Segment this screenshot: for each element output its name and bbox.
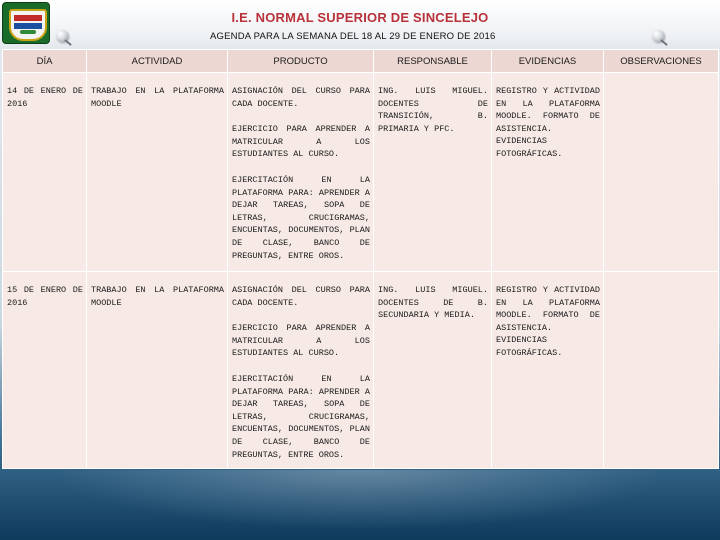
agenda-subtitle: AGENDA PARA LA SEMANA DEL 18 AL 29 DE ENERO DE 2016 (210, 31, 496, 42)
cell-producto (228, 73, 374, 272)
header-band (0, 0, 720, 52)
column-header-producto: PRODUCTO (228, 50, 374, 73)
column-header-actividad: ACTIVIDAD (87, 50, 228, 73)
cell-responsable: ING. LUIS MIGUEL. DOCENTES DE TRANSICIÓN, B. PRIMARIA Y PFC. (374, 73, 492, 272)
producto-item: ASIGNACIÓN DEL CURSO PARA CADA DOCENTE. (232, 86, 370, 109)
producto-item: EJERCICIO PARA APRENDER A MATRICULAR A LOS ESTUDIANTES AL CURSO. (232, 323, 370, 359)
producto-item: EJERCICIO PARA APRENDER A MATRICULAR A LOS ESTUDIANTES AL CURSO. (232, 124, 370, 160)
table-header-row (3, 50, 719, 73)
page-title: I.E. NORMAL SUPERIOR DE SINCELEJO (231, 10, 489, 25)
column-header-observaciones: OBSERVACIONES (604, 50, 719, 73)
cell-dia: 15 DE ENERO DE 2016 (3, 272, 87, 469)
cell-evidencias: REGISTRO Y ACTIVIDAD EN LA PLATAFORMA MOODLE. FORMATO DE ASISTENCIA. EVIDENCIAS FOTOGRÁFICAS. (492, 73, 604, 272)
producto-item: EJERCITACIÓN EN LA PLATAFORMA PARA: APRENDER A DEJAR TAREAS, SOPA DE LETRAS, CRUCIGRAMAS, ENCUENTAS, DOCUMENTOS, PLAN DE CLASE, BANCO DE PREGUNTAS, ENTRE OROS. (232, 174, 370, 261)
cell-evidencias: REGISTRO Y ACTIVIDAD EN LA PLATAFORMA MOODLE. FORMATO DE ASISTENCIA. EVIDENCIAS FOTOGRÁFICAS. (492, 272, 604, 469)
cell-actividad: TRABAJO EN LA PLATAFORMA MOODLE (87, 73, 228, 272)
background-decoration (0, 470, 720, 540)
producto-item: EJERCITACIÓN EN LA PLATAFORMA PARA: APRENDER A DEJAR TAREAS, SOPA DE LETRAS, CRUCIGRAMAS, ENCUENTAS, DOCUMENTOS, PLAN DE CLASE, BANCO DE PREGUNTAS, ENTRE OROS. (232, 373, 370, 460)
producto-item: ASIGNACIÓN DEL CURSO PARA CADA DOCENTE. (232, 285, 370, 308)
cell-dia: 14 DE ENERO DE 2016 (3, 73, 87, 272)
cell-observaciones (604, 73, 719, 272)
cell-producto (228, 272, 374, 469)
cell-responsable: ING. LUIS MIGUEL. DOCENTES DE B. SECUNDARIA Y MEDIA. (374, 272, 492, 469)
column-header-dia: DÍA (3, 50, 87, 73)
pushpin-icon (56, 30, 68, 42)
cell-observaciones (604, 272, 719, 469)
column-header-evidencias: EVIDENCIAS (492, 50, 604, 73)
pushpin-icon (652, 30, 664, 42)
cell-actividad: TRABAJO EN LA PLATAFORMA MOODLE (87, 272, 228, 469)
table-row (3, 272, 719, 469)
column-header-responsable: RESPONSABLE (374, 50, 492, 73)
table-row (3, 73, 719, 272)
agenda-table (2, 49, 719, 469)
